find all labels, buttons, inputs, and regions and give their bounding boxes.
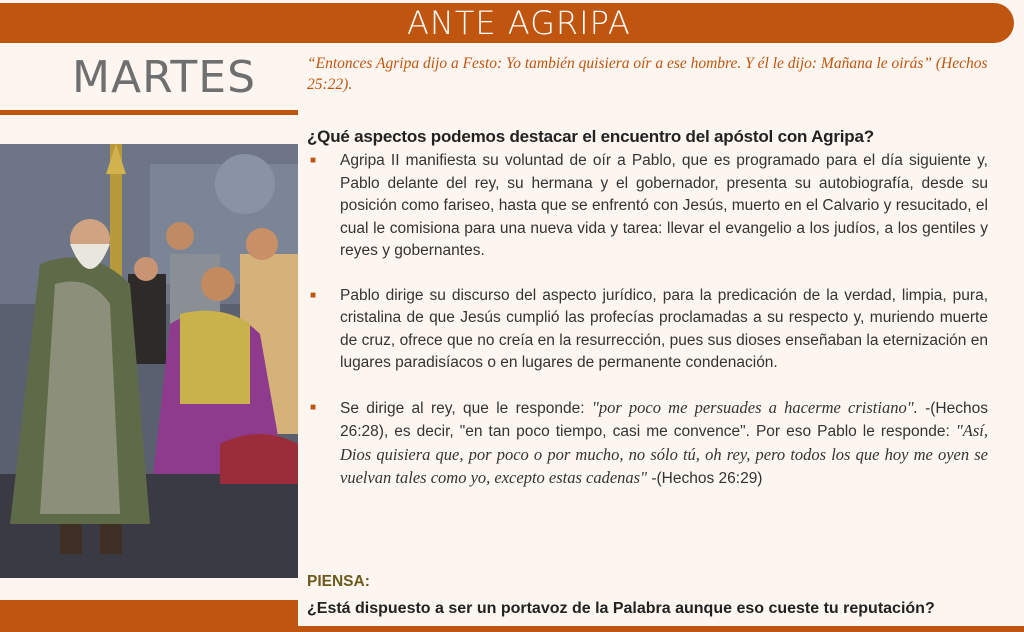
bottom-divider (0, 626, 1024, 632)
bullet-text: Pablo dirige su discurso del aspecto jurídico, para la predicación de la verdad, limpia, pura, cristalina de que Jesús cumplió las profecías proclamadas a su respecto y, muriendo muerte de cruz, ofrece que no creía en la resurrección, pues sus dioses enseñaban la eternización en lugares paradisíacos o en lugares de permanente condenación. (340, 286, 988, 371)
study-question: ¿Qué aspectos podemos destacar el encuentro del apóstol con Agripa? (307, 127, 874, 146)
title-bar (0, 3, 1014, 43)
key-verse: “Entonces Agripa dijo a Festo: Yo también quisiera oír a ese hombre. Y él le dijo: Mañana le oirás” (Hechos 25:22). (307, 55, 988, 93)
bullet-text-part: -(Hechos 26:29) (647, 470, 763, 487)
page-title: ANTE AGRIPA (407, 4, 631, 42)
agrippa-quote: "por poco me persuades a hacerme cristiano". (591, 397, 918, 417)
list-item (310, 397, 988, 491)
bullet-text-part: Se dirige al rey, que le responde: (340, 399, 592, 417)
left-footer-band (0, 600, 298, 626)
list-item (310, 150, 988, 263)
illustration-svg (0, 144, 298, 578)
reflection-question: ¿Está dispuesto a ser un portavoz de la Palabra aunque eso cueste tu reputación? (307, 600, 935, 617)
list-item (310, 285, 988, 375)
paul-quote: "Así, Dios quisiera que, por poco o por mucho, no sólo tú, oh rey, pero todos los que hoy me oyen se vuelvan tales como yo, excepto estas cadenas" (340, 421, 988, 487)
day-label: MARTES (72, 52, 257, 103)
square-bullet-icon: ■ (310, 401, 317, 413)
day-divider (0, 110, 298, 115)
paul-before-agrippa-illustration (0, 144, 298, 578)
square-bullet-icon: ■ (310, 289, 317, 301)
square-bullet-icon: ■ (310, 155, 317, 166)
bullet-list (310, 150, 988, 491)
piensa-label: PIENSA: (307, 573, 370, 590)
bullet-text: Agripa II manifiesta su voluntad de oír a Pablo, que es programado para el día siguiente y, Pablo delante del rey, su hermana y el gobernador, presenta su autobiografía, desde su posición como fariseo, hasta que se enfrentó con Jesús, muerto en el Calvario y resucitado, el cual le comisiona para una nueva vida y tarea: llevar el evangelio a los judíos, a los gentiles y reyes y gobernantes. (340, 152, 988, 259)
bullet-text-part: -(Hechos 26:28), es decir, "en tan poco tiempo, casi me convence". Por eso Pablo le responde: (340, 399, 988, 440)
